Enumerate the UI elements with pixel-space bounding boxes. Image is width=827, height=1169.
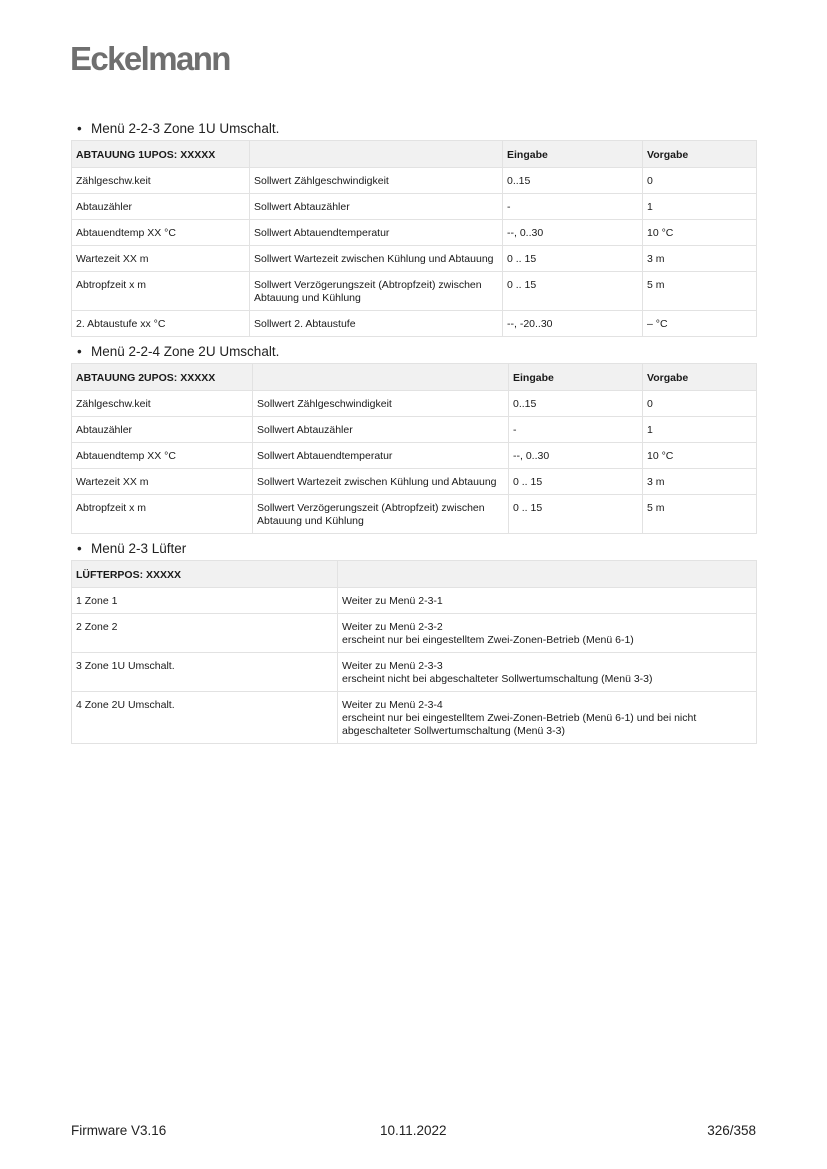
table-header-row bbox=[72, 561, 757, 588]
table-cell: Abtauendtemp XX °C bbox=[72, 443, 253, 469]
table-cell: - bbox=[509, 417, 643, 443]
table-header-row bbox=[72, 364, 757, 391]
table-cell: 0 .. 15 bbox=[509, 469, 643, 495]
table-cell: Wartezeit XX m bbox=[72, 469, 253, 495]
table-cell: 5 m bbox=[643, 272, 757, 311]
table-cell: 3 Zone 1U Umschalt. bbox=[72, 653, 338, 692]
table-cell: Sollwert Abtauzähler bbox=[250, 194, 503, 220]
table-header-cell bbox=[250, 141, 503, 168]
table-header-cell: Vorgabe bbox=[643, 364, 757, 391]
table-row bbox=[72, 614, 757, 653]
table-header-row bbox=[72, 141, 757, 168]
table-cell: Sollwert Verzögerungszeit (Abtropfzeit) zwischen Abtauung und Kühlung bbox=[250, 272, 503, 311]
table-cell: Sollwert Zählgeschwindigkeit bbox=[250, 168, 503, 194]
table-row bbox=[72, 469, 757, 495]
table-row bbox=[72, 194, 757, 220]
table-cell: Zählgeschw.keit bbox=[72, 168, 250, 194]
table-cell: 1 Zone 1 bbox=[72, 588, 338, 614]
table-header-cell: Eingabe bbox=[509, 364, 643, 391]
table-cell: 0..15 bbox=[503, 168, 643, 194]
table-header-cell: Eingabe bbox=[503, 141, 643, 168]
table-cell: --, -20..30 bbox=[503, 311, 643, 337]
table-cell: - bbox=[503, 194, 643, 220]
table-cell: Wartezeit XX m bbox=[72, 246, 250, 272]
table-cell: 0..15 bbox=[509, 391, 643, 417]
table-cell: Abtropfzeit x m bbox=[72, 495, 253, 534]
footer-date: 10.11.2022 bbox=[380, 1123, 447, 1138]
table-row bbox=[72, 653, 757, 692]
section-heading-text: Menü 2-2-4 Zone 2U Umschalt. bbox=[91, 344, 280, 359]
table-header-cell: LÜFTERPOS: XXXXX bbox=[72, 561, 338, 588]
table-cell: Sollwert Abtauzähler bbox=[253, 417, 509, 443]
abtauung-1u-table bbox=[71, 140, 757, 337]
table-row bbox=[72, 588, 757, 614]
footer-page-number: 326/358 bbox=[707, 1123, 756, 1138]
table-row bbox=[72, 311, 757, 337]
eckelmann-logo: Eckelmann bbox=[70, 40, 230, 77]
table-header-cell: ABTAUUNG 2UPOS: XXXXX bbox=[72, 364, 253, 391]
page-content bbox=[71, 120, 756, 750]
table-cell: --, 0..30 bbox=[503, 220, 643, 246]
table-cell: – °C bbox=[643, 311, 757, 337]
table-cell: 0 bbox=[643, 168, 757, 194]
table-cell: Abtauzähler bbox=[72, 417, 253, 443]
table-header-cell: ABTAUUNG 1UPOS: XXXXX bbox=[72, 141, 250, 168]
table-cell: 3 m bbox=[643, 246, 757, 272]
bullet-icon: • bbox=[77, 344, 82, 359]
section-heading-luefter bbox=[77, 540, 756, 557]
table-cell: Weiter zu Menü 2-3-4 erscheint nur bei eingestelltem Zwei-Zonen-Betrieb (Menü 6-1) und bei nicht abgeschalteter Sollwertumschaltung (Menü 3-3) bbox=[338, 692, 757, 744]
table-cell: Sollwert Verzögerungszeit (Abtropfzeit) zwischen Abtauung und Kühlung bbox=[253, 495, 509, 534]
table-cell: Sollwert Zählgeschwindigkeit bbox=[253, 391, 509, 417]
table-cell: 2 Zone 2 bbox=[72, 614, 338, 653]
table-cell: Sollwert Wartezeit zwischen Kühlung und Abtauung bbox=[253, 469, 509, 495]
table-cell: 2. Abtaustufe xx °C bbox=[72, 311, 250, 337]
table-cell: 0 .. 15 bbox=[503, 272, 643, 311]
bullet-icon: • bbox=[77, 541, 82, 556]
section-heading-text: Menü 2-2-3 Zone 1U Umschalt. bbox=[91, 121, 280, 136]
table-row bbox=[72, 692, 757, 744]
luefter-table bbox=[71, 560, 757, 744]
table-header-cell bbox=[338, 561, 757, 588]
section-heading-text: Menü 2-3 Lüfter bbox=[91, 541, 187, 556]
table-cell: --, 0..30 bbox=[509, 443, 643, 469]
table-row bbox=[72, 220, 757, 246]
table-cell: 4 Zone 2U Umschalt. bbox=[72, 692, 338, 744]
section-heading-zone-2u bbox=[77, 343, 756, 360]
table-header-cell bbox=[253, 364, 509, 391]
table-cell: 1 bbox=[643, 194, 757, 220]
table-cell: Weiter zu Menü 2-3-1 bbox=[338, 588, 757, 614]
table-cell: Sollwert Wartezeit zwischen Kühlung und Abtauung bbox=[250, 246, 503, 272]
bullet-icon: • bbox=[77, 121, 82, 136]
table-cell: Sollwert Abtauendtemperatur bbox=[253, 443, 509, 469]
table-cell: 5 m bbox=[643, 495, 757, 534]
table-header-cell: Vorgabe bbox=[643, 141, 757, 168]
table-cell: 1 bbox=[643, 417, 757, 443]
table-cell: 10 °C bbox=[643, 443, 757, 469]
footer-firmware: Firmware V3.16 bbox=[71, 1123, 167, 1138]
table-row bbox=[72, 272, 757, 311]
table-cell: Abtauzähler bbox=[72, 194, 250, 220]
abtauung-2u-table bbox=[71, 363, 757, 534]
table-cell: Sollwert 2. Abtaustufe bbox=[250, 311, 503, 337]
table-row bbox=[72, 417, 757, 443]
table-cell: Zählgeschw.keit bbox=[72, 391, 253, 417]
table-row bbox=[72, 246, 757, 272]
table-row bbox=[72, 168, 757, 194]
table-cell: 0 .. 15 bbox=[503, 246, 643, 272]
table-row bbox=[72, 495, 757, 534]
table-row bbox=[72, 443, 757, 469]
table-cell: Weiter zu Menü 2-3-2 erscheint nur bei eingestelltem Zwei-Zonen-Betrieb (Menü 6-1) bbox=[338, 614, 757, 653]
table-row bbox=[72, 391, 757, 417]
table-cell: Weiter zu Menü 2-3-3 erscheint nicht bei abgeschalteter Sollwertumschaltung (Menü 3-3) bbox=[338, 653, 757, 692]
table-cell: Abtropfzeit x m bbox=[72, 272, 250, 311]
table-cell: Sollwert Abtauendtemperatur bbox=[250, 220, 503, 246]
section-heading-zone-1u bbox=[77, 120, 756, 137]
table-cell: Abtauendtemp XX °C bbox=[72, 220, 250, 246]
table-cell: 10 °C bbox=[643, 220, 757, 246]
table-cell: 0 bbox=[643, 391, 757, 417]
table-cell: 0 .. 15 bbox=[509, 495, 643, 534]
table-cell: 3 m bbox=[643, 469, 757, 495]
